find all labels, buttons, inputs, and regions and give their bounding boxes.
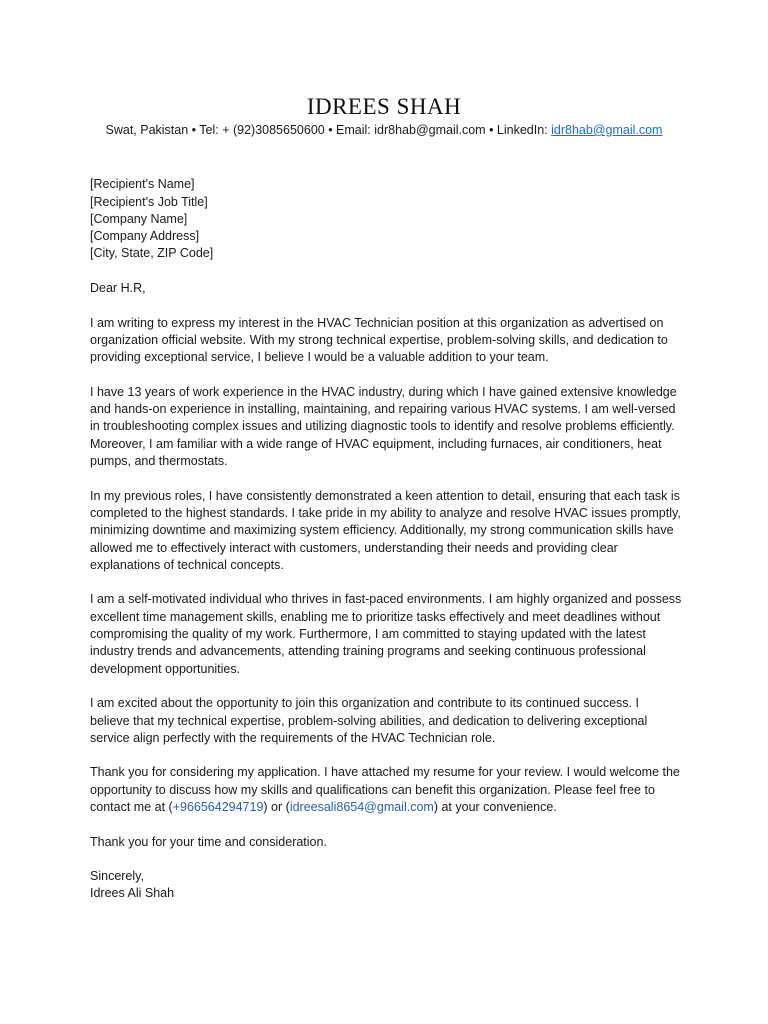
recipient-city: [City, State, ZIP Code] <box>90 246 214 261</box>
recipient-address: [Company Address] <box>90 229 200 244</box>
paragraph: I have 13 years of work experience in the HVAC industry, during which I have gained extensive knowledge and hands-on experience in installing, maintaining, and repairing various HVAC systems. I am well-versed in troubleshooting complex issues and utilizing diagnostic tools to identify and resolve problems efficiently. Moreover, I am familiar with a wide range of HVAC equipment, including furnaces, air conditioners, heat pumps, and thermostats. <box>90 384 677 469</box>
contact-details: Swat, Pakistan • Tel: + (92)3085650600 • Email: idr8hab@gmail.com • LinkedIn: <box>105 123 552 137</box>
contact-text: ) at your convenience. <box>433 799 557 814</box>
recipient-job-title: [Recipient's Job Title] <box>90 194 208 209</box>
signature: Idrees Ali Shah <box>90 886 175 901</box>
letter-body <box>90 159 682 903</box>
contact-text: Thank you for considering my application. I have attached my resume for your review. I would welcome the opportunity to discuss how my skills and qualifications can benefit this organization. Please feel free to contact me at ( <box>90 765 680 814</box>
paragraph: I am excited about the opportunity to join this organization and contribute to its continued success. I believe that my technical expertise, problem-solving abilities, and dedication to delivering exceptional service align perfectly with the requirements of the HVAC Technician role. <box>90 696 648 745</box>
applicant-name: IDREES SHAH <box>306 94 462 119</box>
paragraph: I am writing to express my interest in the HVAC Technician position at this organization as advertised on organization official website. With my strong technical expertise, problem-solving skills, and dedication to providing exceptional service, I believe I would be a valuable addition to your team. <box>90 315 668 365</box>
paragraph: In my previous roles, I have consistently demonstrated a keen attention to detail, ensuring that each task is completed to the highest standards. I take pride in my ability to analyze and resolve HVAC issues promptly, minimizing downtime and maximizing system efficiency. Additionally, my strong communication skills have allowed me to effectively interact with customers, understanding their needs and providing clear explanations of technical concepts. <box>90 488 681 572</box>
closing: Sincerely, <box>90 869 144 884</box>
phone-number[interactable]: +966564294719 <box>172 799 264 814</box>
linkedin-link[interactable]: idr8hab@gmail.com <box>551 123 663 137</box>
contact-paragraph <box>90 764 682 816</box>
recipient-name: [Recipient's Name] <box>90 177 195 192</box>
paragraph: I am a self-motivated individual who thrives in fast-paced environments. I am highly organized and possess excellent time management skills, enabling me to prioritize tasks effectively and meet deadlines without compromising the quality of my work. Furthermore, I am committed to staying updated with the latest industry trends and advancements, attending training programs and seeking continuous professional development opportunities. <box>90 592 682 676</box>
salutation: Dear H.R, <box>90 281 146 296</box>
recipient-company: [Company Name] <box>90 211 188 226</box>
email-address[interactable]: idreesali8654@gmail.com <box>289 799 434 814</box>
contact-text: ) or ( <box>263 799 290 814</box>
thanks-line: Thank you for your time and consideration. <box>90 834 327 849</box>
contact-line <box>0 123 768 137</box>
